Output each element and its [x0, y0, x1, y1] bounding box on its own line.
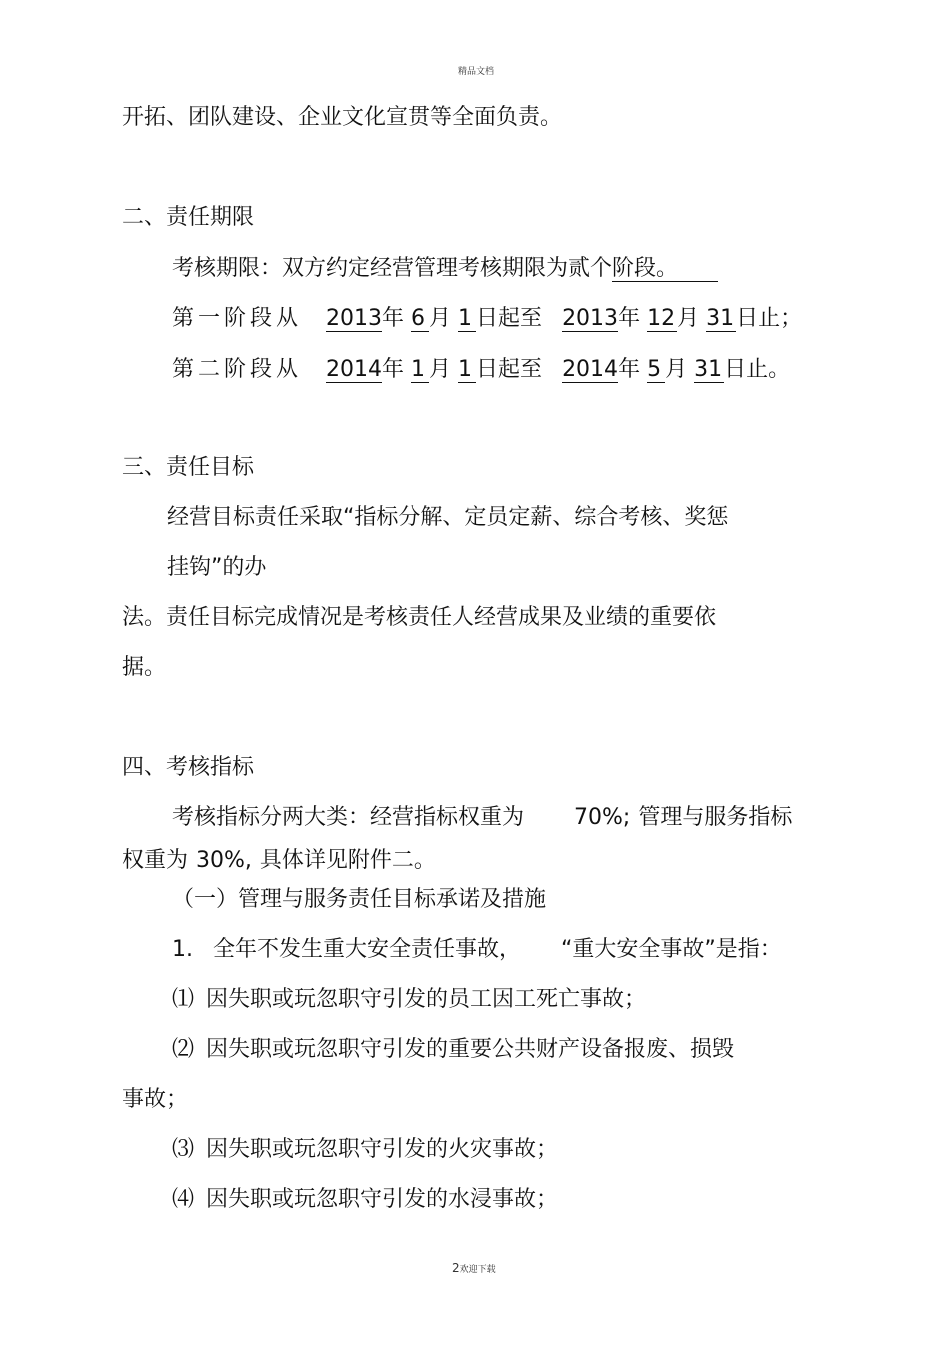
kpi-weight-business: 70%;	[574, 805, 631, 830]
stage-1-yue-2: 月	[677, 306, 700, 331]
stage-1-start-day: 1	[458, 307, 476, 332]
kpi-line-1-c: 管理与服务指标	[638, 805, 793, 830]
stage-2-start-year: 2014	[326, 357, 383, 382]
goal-line-1: 经营目标责任采取“指标分解、定员定薪、综合考核、奖惩	[167, 505, 729, 530]
stage-1-yue: 月	[429, 306, 452, 331]
stage-1-start-month: 6	[411, 307, 429, 332]
list-item	[172, 986, 646, 1014]
stage-1-end-day: 31	[706, 306, 735, 331]
page-number: 2	[452, 1261, 460, 1275]
stage-2-end-day: 31	[694, 357, 723, 382]
stage-2-nian-2: 年	[618, 357, 641, 382]
kpi-line-2-c: 具体详见附件二。	[259, 848, 436, 873]
period-text: 考核期限：双方约定经营管理考核期限为贰个	[172, 256, 613, 281]
subsection-heading-1: （一）管理与服务责任目标承诺及措施	[172, 887, 547, 912]
list-item-text: 因失职或玩忽职守引发的水浸事故；	[206, 1187, 559, 1212]
section-heading-3: 三、责任目标	[122, 455, 255, 480]
stage-1-ri-qi: 日起至	[476, 306, 543, 331]
stage-2-nian: 年	[382, 357, 405, 382]
footer-text: 欢迎下载	[459, 1265, 496, 1275]
stage-2-end-month: 5	[647, 358, 665, 383]
item-1	[172, 936, 782, 964]
stage-1-ri-zhi: 日止；	[736, 306, 803, 331]
stage-1-label: 第一阶段从	[172, 306, 303, 331]
stage-1-line	[172, 305, 802, 333]
stage-2-label: 第二阶段从	[172, 357, 303, 382]
list-item	[172, 1186, 558, 1214]
list-item-number: ⑷	[172, 1187, 195, 1212]
item-1-definition: “重大安全事故”是指：	[561, 937, 782, 962]
list-item	[172, 1136, 558, 1164]
list-item-continuation: 事故；	[122, 1087, 189, 1112]
item-1-number: 1.	[172, 937, 193, 962]
stage-2-yue-2: 月	[665, 357, 688, 382]
stage-2-yue: 月	[429, 357, 452, 382]
stage-1-end-month: 12	[647, 306, 676, 331]
stage-2-start-day: 1	[458, 358, 476, 383]
list-item-text: 因失职或玩忽职守引发的火灾事故；	[206, 1137, 559, 1162]
stage-1-nian: 年	[382, 306, 405, 331]
kpi-line-1	[172, 804, 792, 832]
period-line	[172, 255, 718, 283]
header-watermark: 精品文档	[458, 67, 495, 77]
stage-1-end-year: 2013	[562, 306, 619, 331]
stage-2-line	[172, 356, 790, 384]
kpi-line-2	[122, 847, 436, 875]
section-heading-4: 四、考核指标	[122, 755, 255, 780]
goal-line-2: 挂钩”的办	[167, 555, 267, 580]
goal-line-3: 法。责任目标完成情况是考核责任人经营成果及业绩的重要依	[122, 605, 717, 630]
stage-2-ri-qi: 日起至	[476, 357, 543, 382]
stage-1-start-year: 2013	[326, 306, 383, 331]
period-tail-underlined: 阶段。	[612, 257, 718, 282]
stage-2-ri-zhi: 日止。	[724, 357, 791, 382]
kpi-line-1-a: 考核指标分两大类：经营指标权重为	[172, 805, 525, 830]
section-heading-2: 二、责任期限	[122, 205, 255, 230]
kpi-weight-management: 30%,	[196, 848, 252, 873]
stage-1-nian-2: 年	[618, 306, 641, 331]
list-item-text: 因失职或玩忽职守引发的重要公共财产设备报废、损毁	[206, 1037, 735, 1062]
list-item	[172, 1036, 734, 1064]
page-footer	[452, 1262, 496, 1276]
list-item-text: 因失职或玩忽职守引发的员工因工死亡事故；	[206, 987, 647, 1012]
stage-2-end-year: 2014	[562, 357, 619, 382]
goal-line-4: 据。	[122, 655, 167, 680]
item-1-text: 全年不发生重大安全责任事故，	[213, 937, 522, 962]
list-item-number: ⑶	[172, 1137, 195, 1162]
list-item-number: ⑵	[172, 1037, 195, 1062]
paragraph-continuation: 开拓、团队建设、企业文化宣贯等全面负责。	[122, 105, 563, 130]
kpi-line-2-a: 权重为	[122, 848, 189, 873]
list-item-number: ⑴	[172, 987, 195, 1012]
stage-2-start-month: 1	[411, 358, 429, 383]
